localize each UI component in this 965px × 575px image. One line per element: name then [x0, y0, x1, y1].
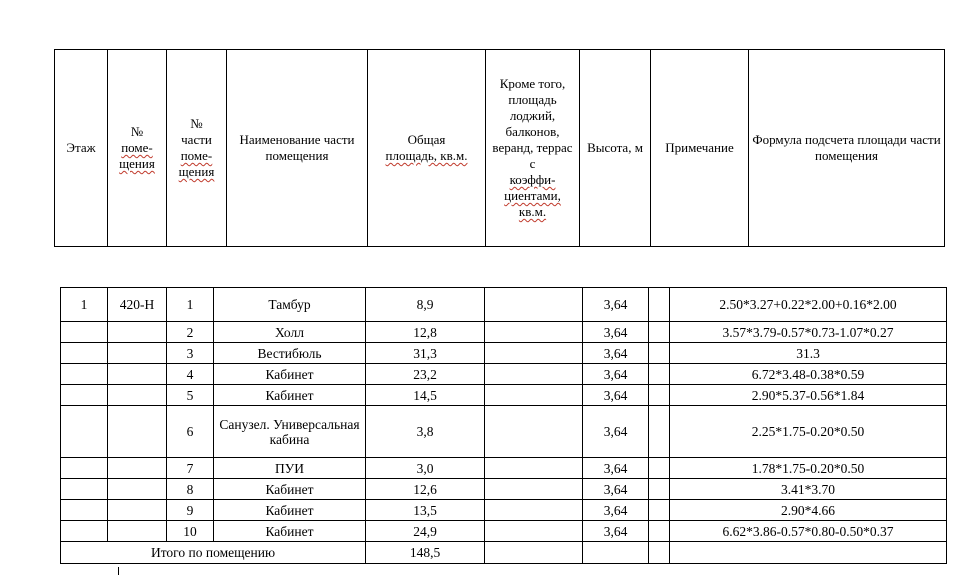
part-number-cell: 7 [167, 458, 214, 479]
part-number-cell: 8 [167, 479, 214, 500]
header-extra-area-line1: Кроме того, площадь лоджий, балконов, веранд, террас с [492, 76, 573, 171]
height-cell: 3,64 [583, 322, 649, 343]
part-number-cell: 5 [167, 385, 214, 406]
table-row [61, 364, 947, 385]
extra-area-cell [485, 364, 583, 385]
note-cell [649, 479, 670, 500]
extra-area-cell [485, 385, 583, 406]
floor-cell [61, 479, 108, 500]
formula-cell: 2.90*4.66 [670, 500, 947, 521]
extra-area-cell [485, 458, 583, 479]
height-cell: 3,64 [583, 500, 649, 521]
table-row [61, 322, 947, 343]
formula-cell: 1.78*1.75-0.20*0.50 [670, 458, 947, 479]
part-number-cell: 2 [167, 322, 214, 343]
area-cell: 13,5 [366, 500, 485, 521]
area-cell: 3,0 [366, 458, 485, 479]
formula-cell: 2.50*3.27+0.22*2.00+0.16*2.00 [670, 288, 947, 322]
total-empty-3 [649, 542, 670, 564]
rooms-table [60, 287, 947, 564]
part-name-cell: Санузел. Универсальная кабина [214, 406, 366, 458]
part-name-cell: ПУИ [214, 458, 366, 479]
note-cell [649, 521, 670, 542]
area-cell: 3,8 [366, 406, 485, 458]
total-empty-4 [670, 542, 947, 564]
formula-cell: 6.62*3.86-0.57*0.80-0.50*0.37 [670, 521, 947, 542]
part-number-cell: 1 [167, 288, 214, 322]
part-number-cell: 6 [167, 406, 214, 458]
room-cell [108, 385, 167, 406]
part-name-cell: Тамбур [214, 288, 366, 322]
header-total-area-line1: Общая [407, 132, 446, 147]
part-name-cell: Вестибюль [214, 343, 366, 364]
extra-area-cell [485, 521, 583, 542]
total-label: Итого по помещению [61, 542, 366, 564]
table-row [61, 406, 947, 458]
height-cell: 3,64 [583, 479, 649, 500]
area-cell: 12,6 [366, 479, 485, 500]
area-cell: 23,2 [366, 364, 485, 385]
height-cell: 3,64 [583, 343, 649, 364]
floor-cell [61, 385, 108, 406]
header-height: Высота, м [580, 50, 651, 247]
part-name-cell: Холл [214, 322, 366, 343]
rooms-table-body [61, 288, 947, 542]
header-formula: Формула подсчета площади части помещения [749, 50, 945, 247]
floor-cell [61, 343, 108, 364]
header-part-number-line1: № [190, 116, 203, 131]
area-cell: 24,9 [366, 521, 485, 542]
header-part-name: Наименование части помещения [227, 50, 368, 247]
table-row [61, 479, 947, 500]
note-cell [649, 322, 670, 343]
header-extra-area-line4: кв.м. [518, 204, 547, 219]
floor-cell [61, 521, 108, 542]
room-cell [108, 500, 167, 521]
table-row [61, 458, 947, 479]
header-extra-area [486, 50, 580, 247]
floor-cell [61, 500, 108, 521]
room-cell [108, 458, 167, 479]
room-cell [108, 364, 167, 385]
part-name-cell: Кабинет [214, 500, 366, 521]
formula-cell: 3.41*3.70 [670, 479, 947, 500]
part-name-cell: Кабинет [214, 385, 366, 406]
part-number-cell: 10 [167, 521, 214, 542]
formula-cell: 3.57*3.79-0.57*0.73-1.07*0.27 [670, 322, 947, 343]
table-row [61, 385, 947, 406]
room-cell [108, 322, 167, 343]
formula-cell: 2.90*5.37-0.56*1.84 [670, 385, 947, 406]
header-extra-area-line3: циентами, [504, 188, 561, 203]
extra-area-cell [485, 343, 583, 364]
note-cell [649, 406, 670, 458]
note-cell [649, 288, 670, 322]
header-extra-area-line2: коэффи- [509, 172, 556, 187]
floor-cell [61, 322, 108, 343]
header-room-number-line3: щения [119, 156, 155, 171]
total-empty-1 [485, 542, 583, 564]
height-cell: 3,64 [583, 521, 649, 542]
extra-area-cell [485, 322, 583, 343]
extra-area-cell [485, 288, 583, 322]
height-cell: 3,64 [583, 364, 649, 385]
extra-area-cell [485, 500, 583, 521]
header-floor: Этаж [55, 50, 108, 247]
extra-area-cell [485, 406, 583, 458]
floor-cell [61, 458, 108, 479]
table-row [61, 500, 947, 521]
area-cell: 14,5 [366, 385, 485, 406]
area-cell: 8,9 [366, 288, 485, 322]
height-cell: 3,64 [583, 458, 649, 479]
note-cell [649, 458, 670, 479]
header-part-number-line3: поме- [180, 148, 213, 163]
header-room-number-line2: поме- [121, 140, 153, 155]
part-name-cell: Кабинет [214, 364, 366, 385]
header-note: Примечание [651, 50, 749, 247]
formula-cell: 2.25*1.75-0.20*0.50 [670, 406, 947, 458]
margin-mark [118, 567, 119, 575]
floor-cell [61, 364, 108, 385]
area-cell: 12,8 [366, 322, 485, 343]
header-total-area-line2: площадь, кв.м. [385, 148, 468, 163]
note-cell [649, 343, 670, 364]
height-cell: 3,64 [583, 288, 649, 322]
note-cell [649, 364, 670, 385]
room-cell [108, 521, 167, 542]
height-cell: 3,64 [583, 385, 649, 406]
header-part-number-line4: щения [178, 164, 215, 179]
table-row [61, 343, 947, 364]
height-cell: 3,64 [583, 406, 649, 458]
header-room-number-line1: № [130, 124, 144, 139]
table-row [61, 288, 947, 322]
room-cell [108, 479, 167, 500]
floor-cell [61, 406, 108, 458]
total-row [61, 542, 947, 564]
note-cell [649, 385, 670, 406]
header-room-number [108, 50, 167, 247]
part-number-cell: 3 [167, 343, 214, 364]
formula-cell: 31.3 [670, 343, 947, 364]
table-row [61, 521, 947, 542]
extra-area-cell [485, 479, 583, 500]
formula-cell: 6.72*3.48-0.38*0.59 [670, 364, 947, 385]
room-cell [108, 406, 167, 458]
room-cell: 420-Н [108, 288, 167, 322]
part-number-cell: 9 [167, 500, 214, 521]
room-cell [108, 343, 167, 364]
header-total-area [368, 50, 486, 247]
part-number-cell: 4 [167, 364, 214, 385]
header-part-number [167, 50, 227, 247]
header-table [54, 49, 945, 247]
part-name-cell: Кабинет [214, 479, 366, 500]
floor-cell: 1 [61, 288, 108, 322]
part-name-cell: Кабинет [214, 521, 366, 542]
total-empty-2 [583, 542, 649, 564]
note-cell [649, 500, 670, 521]
total-area: 148,5 [366, 542, 485, 564]
area-cell: 31,3 [366, 343, 485, 364]
header-part-number-line2: части [181, 132, 212, 147]
